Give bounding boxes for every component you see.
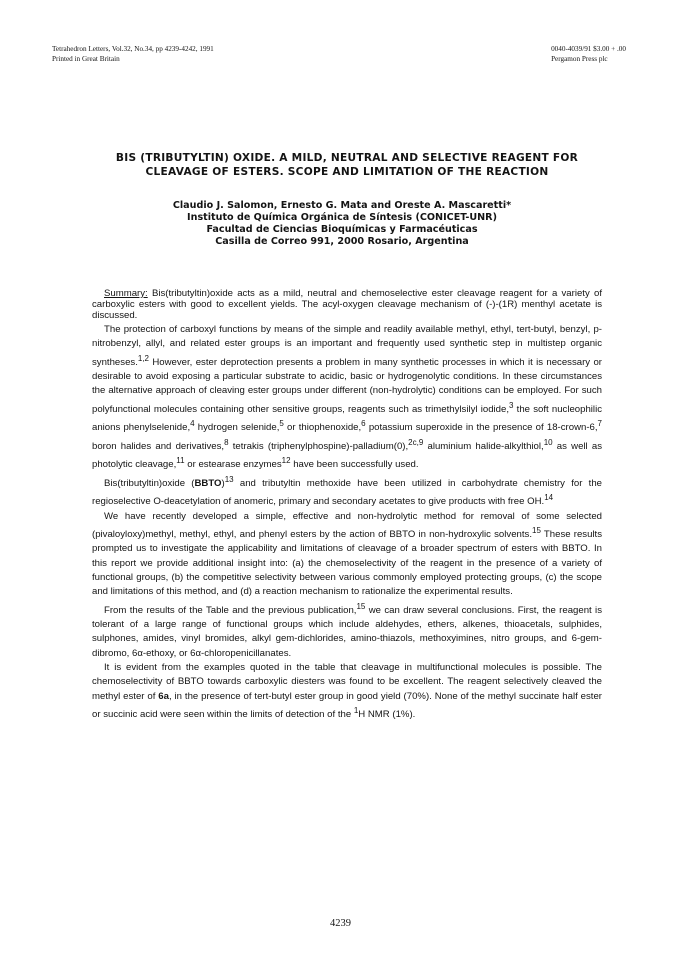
reference-marker: 1,2 (137, 353, 149, 363)
summary-paragraph (92, 288, 602, 321)
affiliation-address: Casilla de Correo 991, 2000 Rosario, Argentina (215, 236, 469, 247)
compound-label: 6a (158, 690, 169, 702)
reference-marker: 7 (597, 419, 602, 429)
text-run: hydrogen selenide, (194, 422, 280, 434)
reference-marker: 14 (544, 493, 554, 503)
reference-marker: 6 (361, 419, 366, 429)
text-run: or thiophenoxide, (283, 422, 362, 434)
reference-marker: 8 (224, 437, 229, 447)
reference-marker: 4 (190, 419, 195, 429)
text-run: tetrakis (triphenylphospine)-palladium(0), (228, 440, 409, 452)
text-run: It is evident from the examples quoted in the table that cleavage in multifunctional molecules is possible. The chemoselectivity of BBTO towards carboxylic diesters was found to be excellent. The reagent selectively cleaved the methyl ester of (92, 661, 602, 702)
title-line-1: BIS (TRIBUTYLTIN) OXIDE. A MILD, NEUTRAL AND SELECTIVE REAGENT FOR (115, 152, 579, 164)
text-run: as well as photolytic cleavage, (92, 440, 603, 471)
author-block (100, 200, 584, 248)
reference-marker: 15 (356, 601, 366, 611)
title-line-2: CLEAVAGE OF ESTERS. SCOPE AND LIMITATION OF THE REACTION (145, 165, 549, 178)
text-run: have been successfully used. (290, 459, 419, 471)
paragraph-introduction (92, 323, 602, 473)
paragraph-chemoselectivity (92, 661, 602, 722)
journal-citation (52, 45, 214, 64)
paragraph-method (92, 510, 602, 600)
reference-marker: 10 (543, 437, 553, 447)
text-run: From the results of the Table and the previous publication, (104, 604, 357, 616)
paper-title (55, 152, 639, 179)
text-run: potassium superoxide in the presence of 18-crown-6, (365, 422, 598, 434)
paragraph-conclusions (92, 600, 602, 661)
journal-line: Tetrahedron Letters, Vol.32, No.34, pp 4239-4242, 1991 (52, 45, 214, 53)
superscript-1: 1 (353, 705, 359, 715)
publisher-code (551, 45, 626, 64)
printed-in-line: Printed in Great Britain (52, 54, 120, 63)
article-body (92, 288, 602, 722)
text-run: These results prompted us to investigate the applicability and limitations of cleavage of a broader spectrum of esters with BBTO. In this report we provide additional insight into: (a) the chemoselectivity of the reagent in the presence of a variety of functional groups, (b) the competitive selectivity between various commonly employed protecting groups, (c) the scope and limitations of this method, and (d) a reaction mechanism to rationalize the experimental results. (92, 529, 603, 598)
paragraph-bbto (92, 473, 602, 510)
text-run: H NMR (1%). (358, 709, 416, 720)
reference-marker: 15 (532, 525, 541, 535)
reference-marker: 11 (176, 456, 185, 466)
issn-price-line: 0040-4039/91 $3.00 + .00 (551, 45, 626, 53)
text-run: or estearase enzymes (184, 459, 282, 471)
author-names: Claudio J. Salomon, Ernesto G. Mata and Oreste A. Mascaretti* (172, 200, 512, 211)
text-run: we can draw several conclusions. First, the reagent is tolerant of a large range of functional groups which include aldehydes, ethers, alkenes, thioacetals, sulphides, sulphones, amides, vinyl bromides, alkyl gem-dichlorides, amino-thiazols, methoxyimines, nitro groups, and 6-gem-dibromo, 6α-ethoxy, or 6α-chloropenicillanates. (92, 604, 602, 659)
text-run: Bis(tributyltin)oxide ( (104, 477, 195, 489)
affiliation-faculty: Facultad de Ciencias Bioquímicas y Farmacéuticas (206, 224, 478, 235)
page-number: 4239 (330, 918, 351, 929)
summary-label: Summary: (104, 288, 148, 299)
text-run: The protection of carboxyl functions by means of the simple and readily available methyl, ethyl, tert-butyl, benzyl, p-nitrobenzyl, allyl, and related ester groups is an important and frequently used synthetic step in multistep organic syntheses. (92, 324, 602, 368)
reference-marker: 5 (279, 419, 284, 429)
reference-marker: 12 (281, 456, 291, 466)
reference-marker: 3 (509, 400, 514, 410)
publisher-line: Pergamon Press plc (551, 54, 608, 63)
text-run: , in the presence of tert-butyl ester group in good yield (70%). None of the methyl succinate half ester or succinic acid were seen within the limits of detection of the (92, 690, 602, 720)
summary-text: Bis(tributyltin)oxide acts as a mild, neutral and chemoselective ester cleavage reagent for a variety of carboxylic esters with good to excellent yields. The acyl-oxygen cleavage mechanism of (-)-(1R) menthyl acetate is discussed. (92, 288, 602, 321)
text-run: ) (221, 477, 225, 489)
text-run: aluminium halide-alkylthiol, (423, 440, 544, 452)
reference-marker: 2c,9 (408, 437, 424, 447)
text-run: and tributyltin methoxide have been utilized in carbohydrate chemistry for the regioselective O-deacetylation of anomeric, primary and secondary acetates to give products with free OH. (92, 477, 602, 508)
reference-marker: 13 (224, 474, 234, 484)
text-run: boron halides and derivatives, (92, 440, 225, 452)
text-run: However, ester deprotection presents a problem in many synthetic processes in which it is necessary or desirable to avoid exposing a particular substrate to acidic, basic or hydrogenolytic conditions. In these circumstances the alternative approach of cleaving ester groups under different (non-hydrolytic) conditions can be employed. For such polyfunctional molecules containing other sensitive groups, reagents such as trimethylsilyl iodide, (92, 356, 602, 415)
bbto-abbreviation: BBTO (194, 477, 222, 489)
text-run: the soft nucleophilic anions phenylselenide, (92, 403, 602, 434)
affiliation-institute: Instituto de Química Orgánica de Síntesis (CONICET-UNR) (187, 212, 497, 223)
text-run: We have recently developed a simple, effective and non-hydrolytic method for removal of some selected (pivaloyloxy)methyl, methyl, ethyl, and phenyl esters by the action of BBTO in non-hydroxylic solvents. (92, 510, 602, 541)
